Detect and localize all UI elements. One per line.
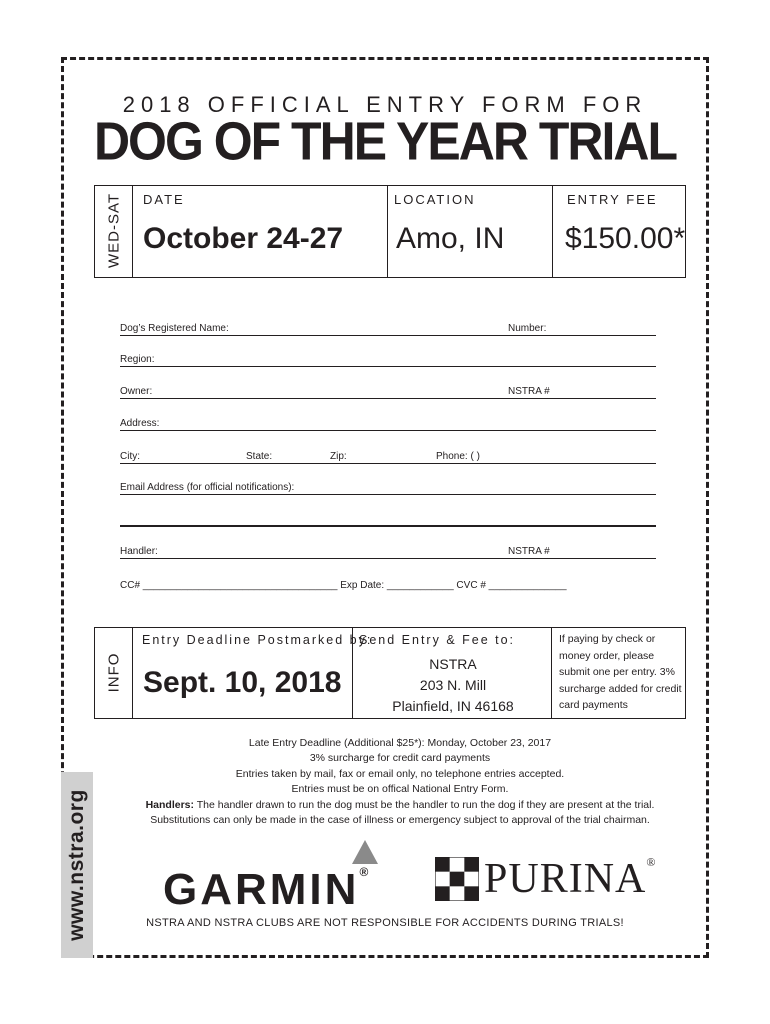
handler-field[interactable] — [120, 542, 656, 559]
dog-name-label: Dog’s Registered Name: — [120, 323, 229, 334]
event-box — [94, 185, 686, 278]
info-box — [94, 627, 686, 719]
owner-label: Owner: — [120, 386, 153, 397]
fee-value: $150.00* — [565, 222, 686, 255]
dog-name-field[interactable] — [120, 319, 656, 336]
website-link[interactable]: www.nstra.org — [65, 789, 88, 941]
disclaimer-footer: NSTRA AND NSTRA CLUBS ARE NOT RESPONSIBLE FOR ACCIDENTS DURING TRIALS! — [146, 917, 624, 929]
city-label: City: — [120, 451, 140, 462]
info-side-label: INFO — [105, 652, 123, 693]
send-label: Send Entry & Fee to: — [359, 633, 516, 647]
purina-logo-text: PURINA — [484, 856, 647, 902]
send-street: 203 N. Mill — [419, 677, 487, 693]
purina-registered-mark: ® — [646, 855, 657, 869]
phone-label: Phone: ( ) — [436, 451, 480, 462]
surcharge-note: 3% surcharge for credit card payments — [309, 752, 491, 765]
region-field[interactable] — [120, 350, 656, 367]
location-cell — [387, 186, 553, 277]
location-value: Amo, IN — [396, 222, 505, 255]
deadline-label: Entry Deadline Postmarked by: — [142, 633, 373, 647]
purina-checkerboard-icon — [435, 857, 479, 901]
address-label: Address: — [120, 418, 160, 429]
send-cell — [352, 628, 552, 718]
late-entry-note: Late Entry Deadline (Additional $25*): Monday, October 23, 2017 — [248, 737, 552, 749]
zip-label: Zip: — [330, 451, 347, 462]
notes-block — [0, 736, 770, 828]
send-address — [353, 654, 553, 717]
info-side-cell — [95, 628, 133, 718]
date-value: October 24-27 — [143, 222, 344, 255]
event-side-label: WED-SAT — [105, 192, 123, 269]
fee-label: ENTRY FEE — [567, 192, 658, 207]
credit-card-line[interactable]: CC# ___________________________________ Exp Date: ____________ CVC # ______________ — [120, 580, 567, 591]
garmin-logo — [163, 865, 371, 915]
handlers-text: The handler drawn to run the dog must be the handler to run the dog if they are present at the trial. — [194, 798, 655, 811]
number-label: Number: — [508, 323, 547, 334]
garmin-registered-mark: ® — [359, 865, 372, 879]
state-label: State: — [246, 451, 273, 462]
handlers-note — [0, 798, 770, 813]
send-city: Plainfield, IN 46168 — [392, 698, 514, 714]
handler-nstra-label: NSTRA # — [508, 546, 550, 557]
handlers-bold-label: Handlers: — [145, 798, 195, 811]
payment-note: If paying by check or money order, please submit one per entry. 3% surcharge added for credit card payments — [559, 633, 682, 711]
form-title: DOG OF THE YEAR TRIAL — [93, 110, 677, 172]
purina-logo — [484, 855, 656, 903]
email-label: Email Address (for official notifications): — [120, 482, 295, 493]
address-field[interactable] — [120, 414, 656, 431]
send-name: NSTRA — [429, 656, 477, 672]
handler-label: Handler: — [120, 546, 158, 557]
deadline-value: Sept. 10, 2018 — [143, 666, 342, 699]
owner-nstra-label: NSTRA # — [508, 386, 550, 397]
substitutions-note: Substitutions can only be made in the case of illness or emergency subject to approval of the trial chairman. — [150, 814, 650, 827]
event-side-cell — [95, 186, 133, 277]
owner-field[interactable] — [120, 382, 656, 399]
methods-note: Entries taken by mail, fax or email only, no telephone entries accepted. — [235, 767, 565, 780]
region-label: Region: — [120, 354, 155, 365]
date-label: DATE — [143, 192, 185, 207]
form-subtitle: 2018 OFFICIAL ENTRY FORM FOR — [122, 92, 648, 117]
location-label: LOCATION — [394, 192, 476, 207]
email-field[interactable] — [120, 478, 656, 495]
form-note: Entries must be on offical National Entry Form. — [291, 783, 509, 796]
garmin-logo-text: GARMIN — [163, 865, 360, 914]
website-banner — [61, 772, 93, 958]
email-continuation-line — [120, 525, 656, 527]
city-state-zip-phone-field[interactable] — [120, 447, 656, 464]
garmin-triangle-icon — [352, 840, 378, 864]
